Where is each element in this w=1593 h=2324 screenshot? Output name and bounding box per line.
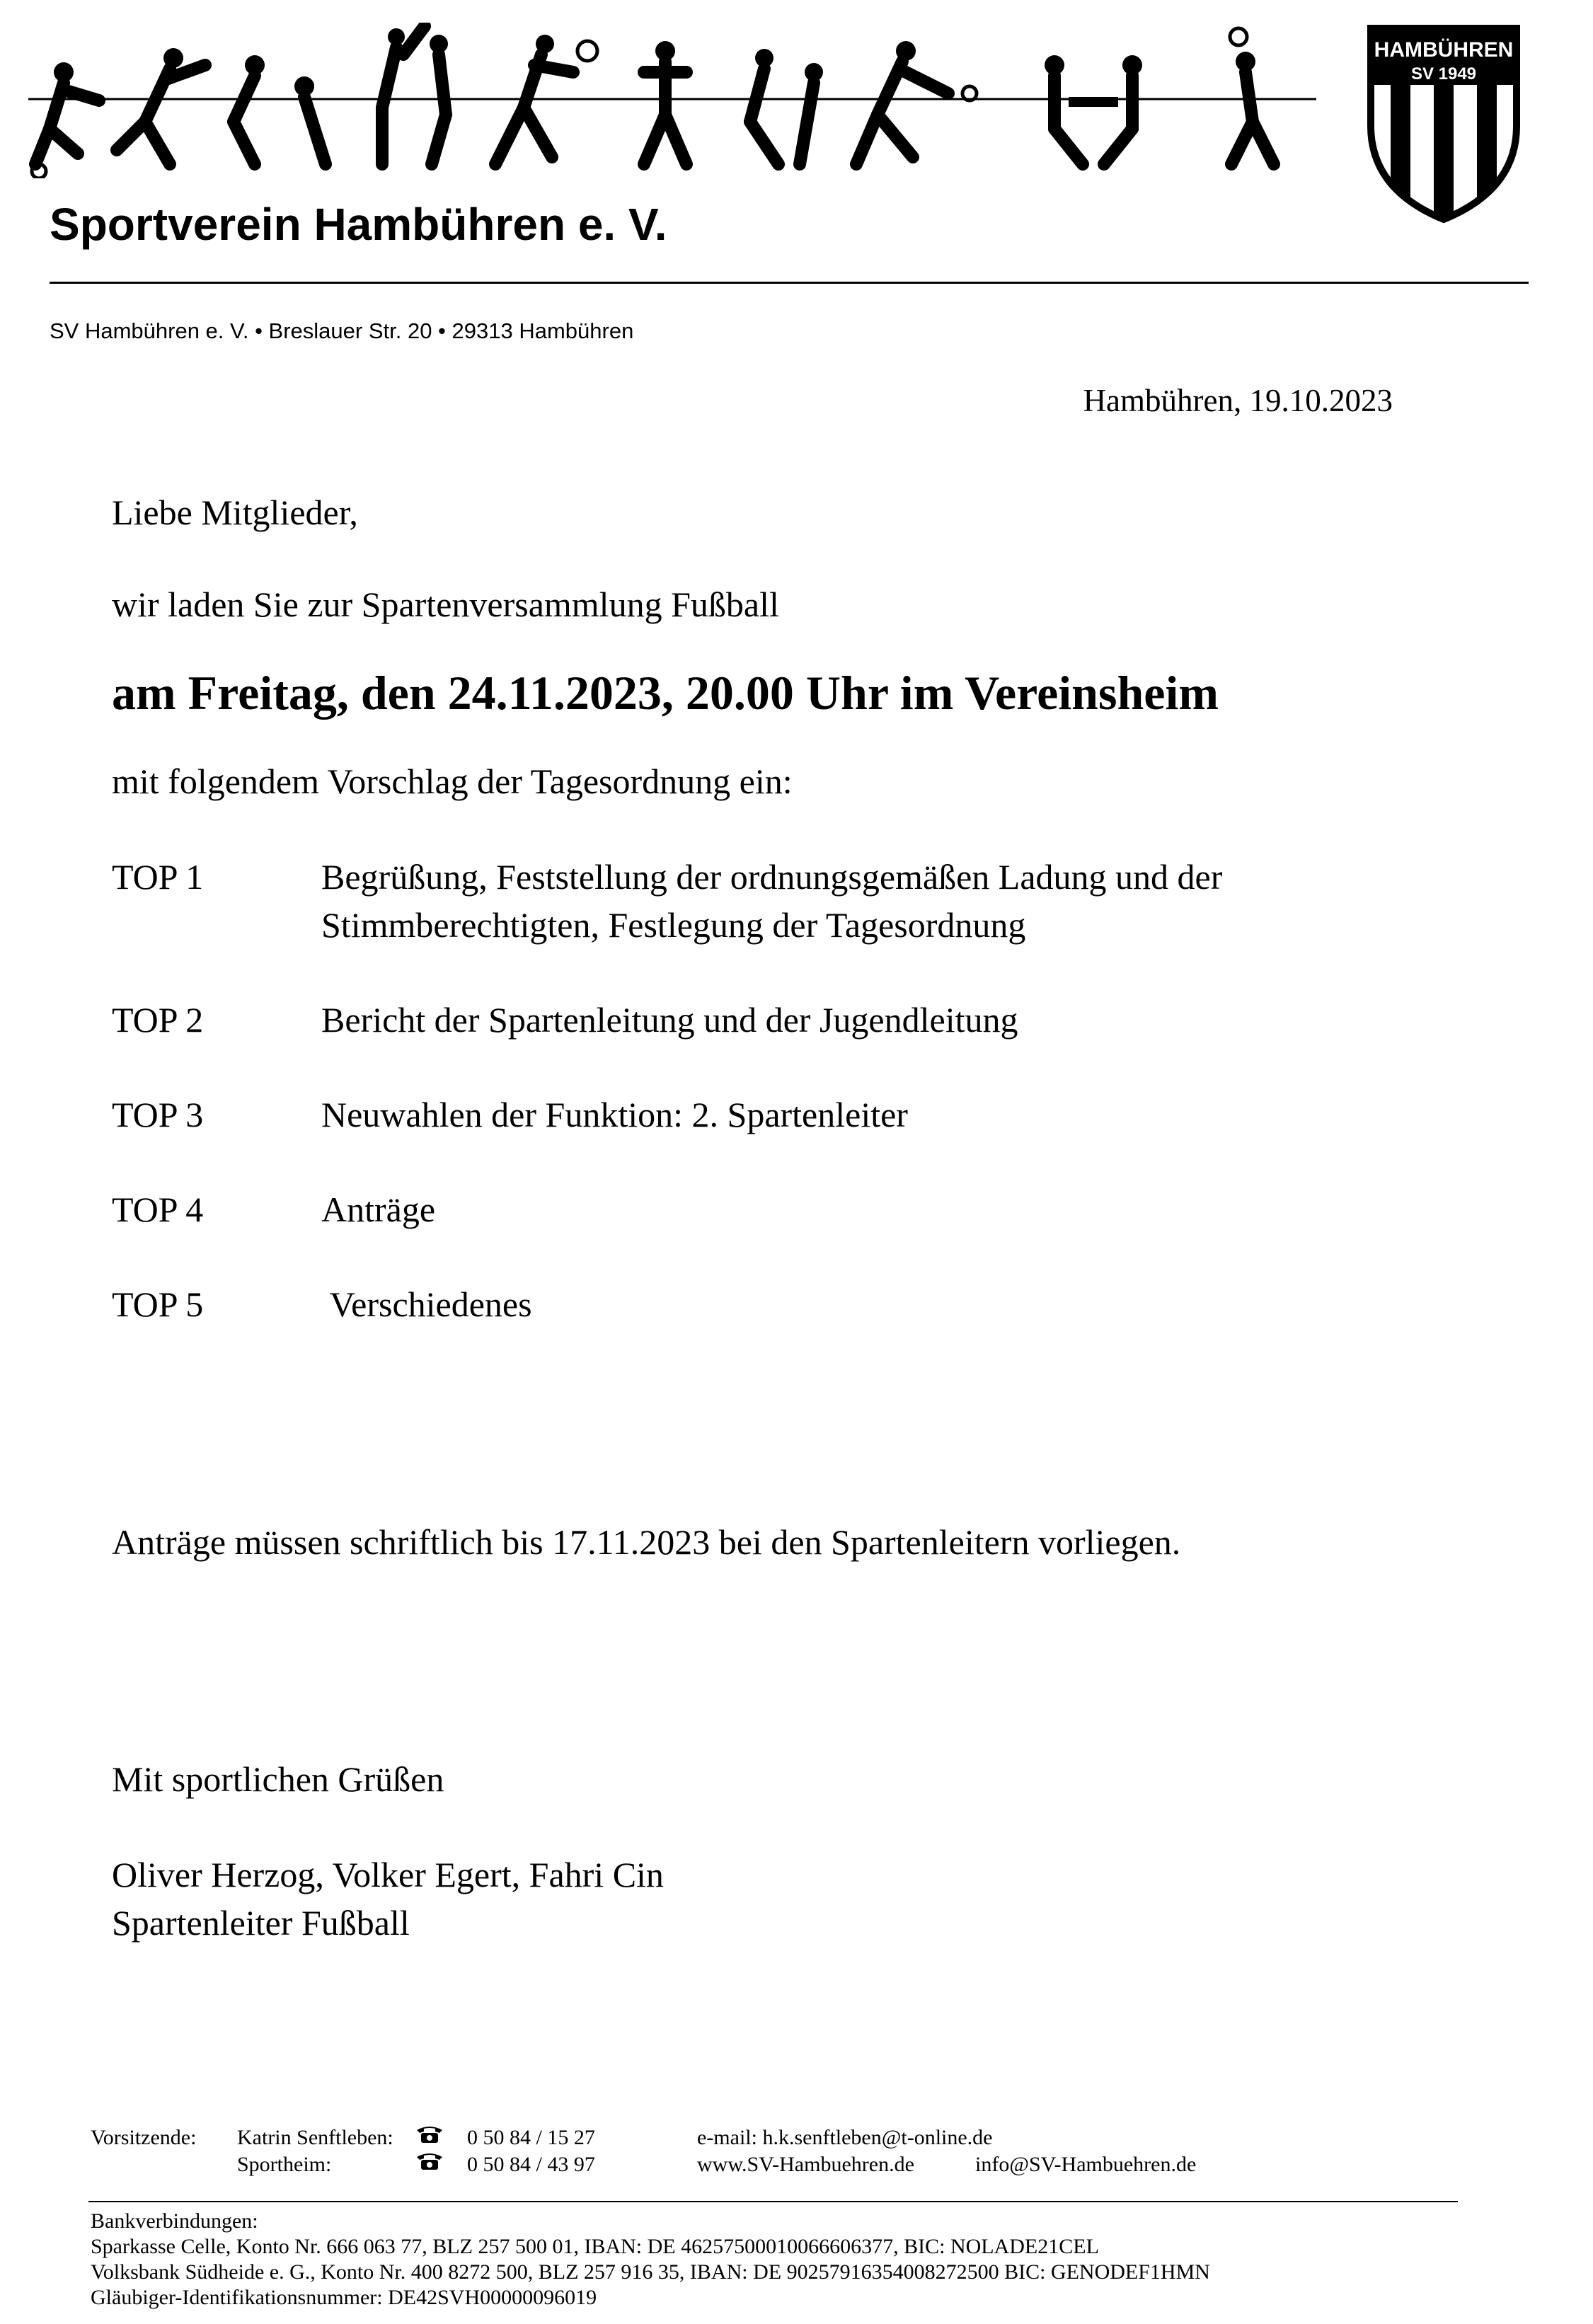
agenda-text-line: Stimmberechtigten, Festlegung der Tagesordnung	[321, 905, 1026, 945]
sport-pictograms-banner	[28, 23, 1316, 178]
agenda-text-line: Begrüßung, Feststellung der ordnungsgemäßen Ladung und der	[321, 857, 1223, 897]
agenda-item	[112, 996, 1456, 1044]
chair-name: Katrin Senftleben:	[237, 2126, 393, 2149]
website-link[interactable]: www.SV-Hambuehren.de	[697, 2153, 914, 2176]
crest-text-year: SV 1949	[1410, 64, 1477, 84]
clubhouse-phone: 0 50 84 / 43 97	[467, 2153, 595, 2176]
phone-icon	[414, 2123, 445, 2144]
place-date: Hambühren, 19.10.2023	[1083, 383, 1393, 418]
signers: Oliver Herzog, Volker Egert, Fahri Cin	[112, 1855, 664, 1894]
chair-email[interactable]: e-mail: h.k.senftleben@t-online.de	[697, 2126, 993, 2149]
info-email[interactable]: info@SV-Hambuehren.de	[975, 2153, 1197, 2176]
agenda-item	[112, 1280, 1456, 1328]
club-address: SV Hambühren e. V. • Breslauer Str. 20 • 29313 Hambühren	[50, 318, 634, 343]
bank-title: Bankverbindungen:	[91, 2209, 258, 2233]
deadline-note: Anträge müssen schriftlich bis 17.11.2023 bei den Spartenleitern vorliegen.	[112, 1522, 1181, 1562]
intro-text: wir laden Sie zur Spartenversammlung Fußball	[112, 585, 779, 624]
agenda-text: Verschiedenes	[321, 1284, 532, 1324]
meeting-headline: am Freitag, den 24.11.2023, 20.00 Uhr im Vereinsheim	[112, 666, 1219, 720]
agenda-label: TOP 1	[112, 857, 204, 897]
agenda-text: Bericht der Spartenleitung und der Jugendleitung	[321, 1000, 1018, 1040]
agenda-item	[112, 1091, 1456, 1139]
clubhouse-label: Sportheim:	[237, 2153, 332, 2176]
header-divider	[50, 282, 1529, 284]
agenda-item	[112, 853, 1456, 949]
agenda-item	[112, 1185, 1456, 1233]
chair-label: Vorsitzende:	[91, 2126, 197, 2149]
agenda-label: TOP 5	[112, 1284, 204, 1324]
club-name: Sportverein Hambühren e. V.	[50, 199, 667, 250]
closing: Mit sportlichen Grüßen	[112, 1759, 444, 1799]
agenda-label: TOP 3	[112, 1095, 204, 1134]
agenda-label: TOP 2	[112, 1000, 204, 1040]
creditor-id: Gläubiger-Identifikationsnummer: DE42SVH00000096019	[91, 2286, 597, 2309]
footer-divider	[88, 2201, 1458, 2202]
agenda-label: TOP 4	[112, 1190, 204, 1229]
intro-text-2: mit folgendem Vorschlag der Tagesordnung ein:	[112, 761, 793, 801]
signer-role: Spartenleiter Fußball	[112, 1903, 410, 1943]
salutation: Liebe Mitglieder,	[112, 493, 358, 532]
club-crest	[1362, 20, 1525, 225]
bank-line-2: Volksbank Südheide e. G., Konto Nr. 400 8272 500, BLZ 257 916 35, IBAN: DE 90257916354008272500 BIC: GENODEF1HMN	[91, 2260, 1210, 2284]
agenda-list	[112, 853, 1456, 1328]
agenda-text: Anträge	[321, 1190, 436, 1229]
agenda-text: Neuwahlen der Funktion: 2. Spartenleiter	[321, 1095, 908, 1134]
phone-icon	[414, 2150, 445, 2171]
chair-phone: 0 50 84 / 15 27	[467, 2126, 595, 2149]
agenda-text	[321, 853, 1456, 949]
bank-line-1: Sparkasse Celle, Konto Nr. 666 063 77, BLZ 257 500 01, IBAN: DE 46257500010066606377, BIC: NOLADE21CEL	[91, 2235, 1099, 2258]
crest-text-top: HAMBÜHREN	[1374, 38, 1514, 62]
